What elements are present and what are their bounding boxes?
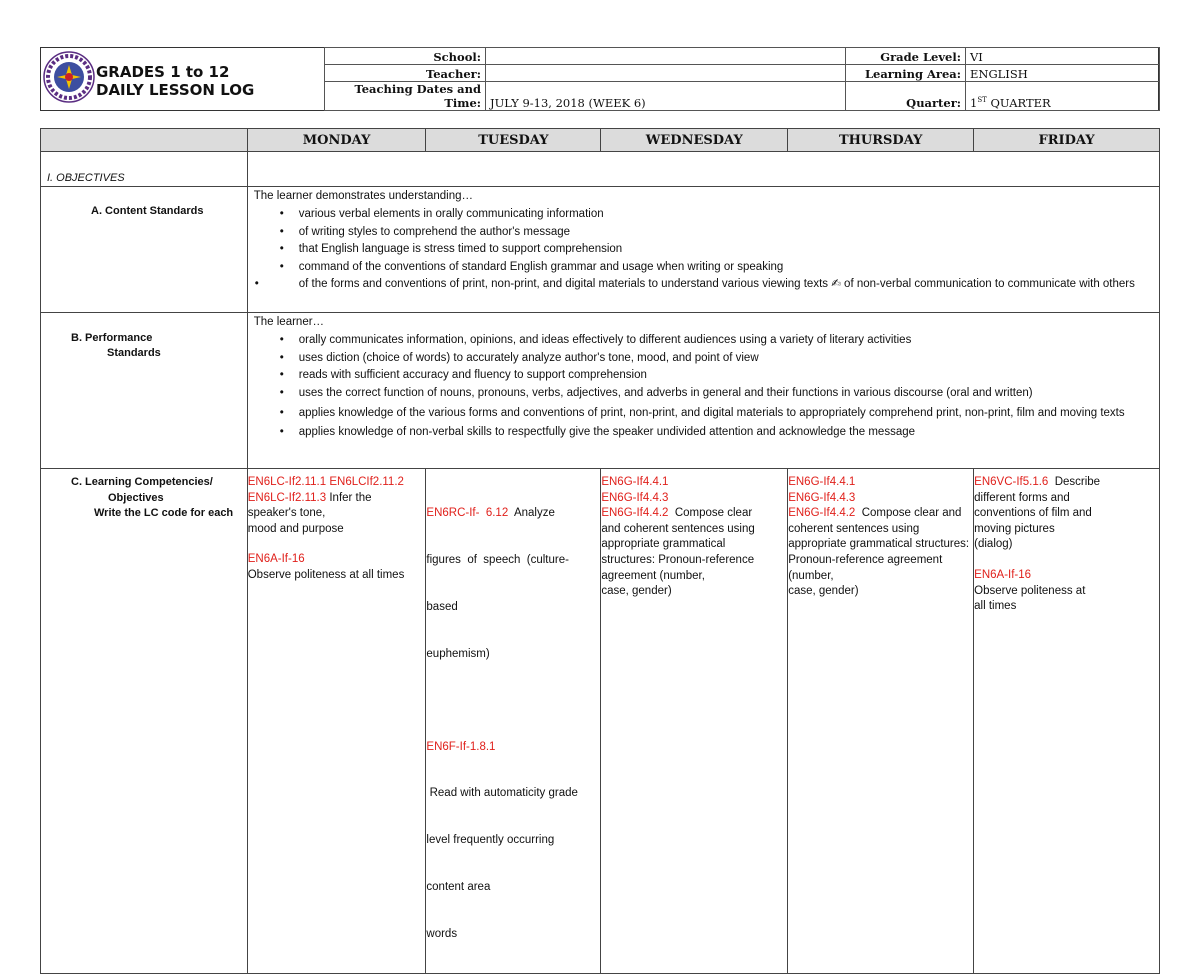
teacher-label: Teacher: [325,65,486,82]
content-standard-item: • of the forms and conventions of print, non-print, and digital materials to understand various viewing texts ✍ of non-verbal communication to communicate with others [274,276,1145,292]
performance-standards-label-line2: Standards [107,347,161,359]
teaching-dates-label-line2: Time: [444,96,481,110]
quarter-label: Quarter: [846,82,966,111]
lc-code: EN6LC-If2.11.1 EN6LCIf2.11.2 [247,476,404,488]
lc-code: EN6G-If4.4.3 [601,491,669,504]
competencies-label-line1: C. Learning Competencies/ [71,476,213,488]
form-title-line2: DAILY LESSON LOG [96,81,255,99]
lc-code: EN6G-If4.4.2 [601,507,669,520]
competency-text: level frequently occurring [426,834,555,847]
objectives-label-cell [41,152,248,187]
grade-level-label: Grade Level: [846,48,966,65]
lc-code: EN6VC-If5.1.6 [974,476,1049,488]
performance-standard-item: • applies knowledge of the various forms and conventions of print, non-print, and digital materials to appropriately comprehend print, non-print, film and moving texts [299,405,1145,421]
school-field[interactable] [486,48,846,65]
performance-standards-label-line1: B. Performance [71,332,153,344]
competencies-label-cell [41,469,248,974]
competency-text: speaker's tone, [247,507,326,520]
performance-standards-cell[interactable] [247,313,1159,469]
lc-code: EN6G-If4.4.2 [788,507,856,520]
competency-text: Observe politeness at all times [247,568,405,581]
competency-text: Read with automaticity grade [426,787,578,800]
day-header-wednesday: WEDNESDAY [601,129,788,152]
competency-cell-friday[interactable] [974,469,1160,974]
competency-text: (number, [788,569,834,582]
performance-standards-lead: The learner… [253,316,325,328]
corner-cell [41,129,248,152]
competency-text: Pronoun-reference agreement [788,553,943,566]
school-label: School: [325,48,486,65]
lc-code: EN6G-If4.4.3 [788,491,856,504]
lc-code: EN6F-If-1.8.1 [426,740,496,753]
competency-text: Compose clear [668,507,753,520]
competency-text: conventions of film and [974,507,1092,520]
performance-standard-item: • orally communicates information, opinions, and ideas effectively to different audiences using a variety of literary activities [299,332,1145,350]
competency-cell-wednesday[interactable] [601,469,788,974]
competency-cell-tuesday[interactable] [426,469,601,974]
learning-area-field[interactable]: ENGLISH [966,65,1160,82]
lc-code: EN6G-If4.4.1 [788,476,856,488]
competency-text: appropriate grammatical structures: [788,538,970,551]
competency-text: agreement (number, [601,569,705,582]
form-title-line1: GRADES 1 to 12 [96,63,230,81]
competency-text: Compose clear and [855,507,962,520]
competency-text: Observe politeness at [974,584,1086,597]
deped-seal-icon [42,50,96,104]
performance-standards-label-cell [41,313,248,469]
content-standards-lead: The learner demonstrates understanding… [253,190,473,202]
competencies-label-line3: Write the LC code for each [94,507,234,520]
competency-text: words [426,927,458,940]
competency-text: coherent sentences using [788,522,920,535]
teaching-dates-field[interactable]: JULY 9-13, 2018 (WEEK 6) [486,82,846,111]
competency-text: Describe [1048,476,1101,488]
performance-standard-item: • uses the correct function of nouns, pronouns, verbs, adjectives, and adverbs in general and their functions in various discourse (oral and written) [299,385,1145,403]
competency-text: case, gender) [601,585,672,598]
day-header-monday: MONDAY [247,129,426,152]
quarter-field[interactable] [966,82,1160,111]
competency-text: moving pictures [974,522,1055,535]
competency-text: (dialog) [974,538,1013,551]
teacher-field[interactable] [486,65,846,82]
competency-text: mood and purpose [247,522,344,535]
competency-text: and coherent sentences using [601,522,755,535]
lc-code: EN6A-If-16 [247,553,305,566]
content-standard-item: • various verbal elements in orally communicating information [299,206,1145,224]
day-header-thursday: THURSDAY [788,129,974,152]
teaching-dates-label-line1: Teaching Dates and [354,82,481,96]
competencies-label-line2: Objectives [108,491,164,504]
content-standards-cell[interactable] [247,187,1159,313]
content-standard-item: • of writing styles to comprehend the author's message [299,224,1145,242]
competency-cell-thursday[interactable] [788,469,974,974]
competency-text: all times [974,600,1017,613]
teaching-dates-label [325,82,486,111]
lc-code: EN6G-If4.4.1 [601,476,669,488]
lc-code: EN6A-If-16 [974,568,1032,581]
lc-code: EN6LC-If2.11.3 [247,491,327,504]
competency-text: case, gender) [788,585,859,598]
competency-text: appropriate grammatical [601,538,726,551]
competency-text: euphemism) [426,647,490,660]
header-info-table [324,47,1160,111]
objectives-cell[interactable] [247,152,1159,187]
competency-text: structures: Pronoun-reference [601,553,755,566]
quarter-word: QUARTER [990,96,1051,110]
content-standards-label: A. Content Standards [91,205,204,217]
content-standard-item: • command of the conventions of standard English grammar and usage when writing or speaking [299,259,1145,277]
performance-standard-item: • reads with sufficient accuracy and fluency to support comprehension [299,367,1145,385]
performance-standard-item: • applies knowledge of non-verbal skills to respectfully give the speaker undivided attention and acknowledge the message [299,424,1145,442]
content-standard-item: • that English language is stress timed to support comprehension [299,241,1145,259]
competency-text: Analyze [508,507,555,520]
lc-code: EN6RC-If- 6.12 [426,507,509,520]
competency-text: Infer the [326,491,372,504]
day-header-tuesday: TUESDAY [426,129,601,152]
day-header-friday: FRIDAY [974,129,1160,152]
quarter-number: 1 [970,96,978,110]
competency-text: content area [426,880,491,893]
lesson-log-table [40,128,1160,974]
grade-level-field[interactable]: VI [966,48,1160,65]
objectives-label: I. OBJECTIVES [47,172,125,184]
learning-area-label: Learning Area: [846,65,966,82]
competency-cell-monday[interactable] [247,469,426,974]
performance-standard-item: • uses diction (choice of words) to accurately analyze author's tone, mood, and point of view [299,350,1145,368]
competency-text: different forms and [974,491,1070,504]
competency-text: figures of speech (culture- [426,553,569,566]
competency-text: based [426,600,458,613]
quarter-superscript: ST [977,96,987,105]
content-standards-label-cell [41,187,248,313]
